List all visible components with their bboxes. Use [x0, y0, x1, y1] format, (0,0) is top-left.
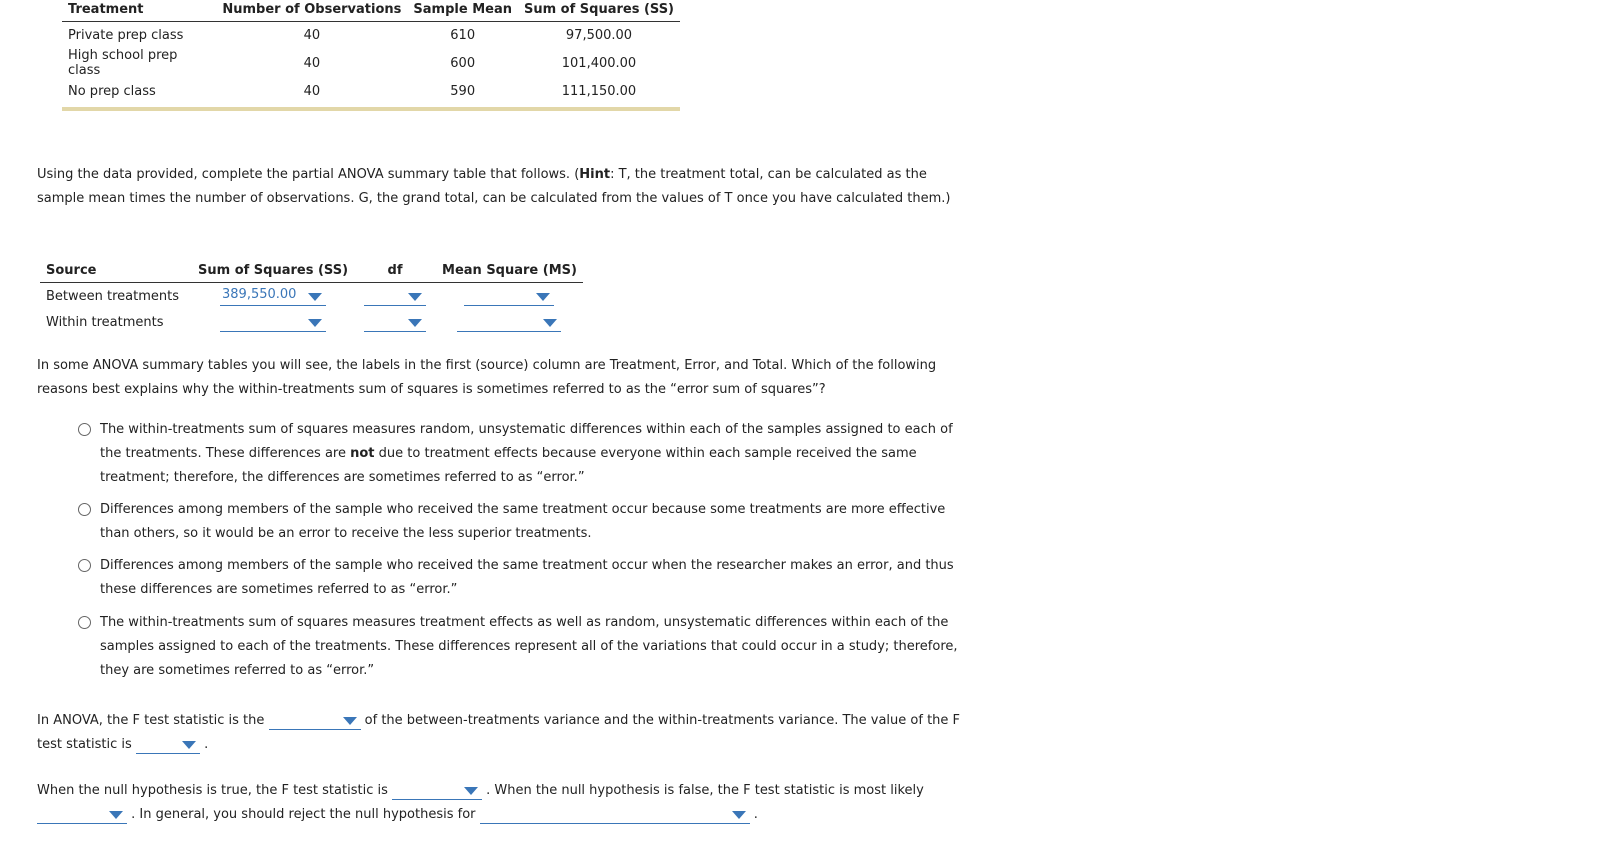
- table-row: [62, 48, 680, 78]
- f-statistic-sentence: In ANOVA, the F test statistic is the of the between-treatments variance and the within-treatments variance. The value of the F test statistic is .: [37, 713, 961, 752]
- observations-cell: 40: [303, 27, 321, 43]
- within-df-dropdown[interactable]: [364, 313, 426, 332]
- within-ss-dropdown[interactable]: [220, 313, 326, 332]
- between-ss-value: 389,550.00: [222, 286, 297, 302]
- source-cell: Within treatments: [46, 314, 164, 330]
- option-1[interactable]: [78, 418, 958, 490]
- option-text: The within-treatments sum of squares measures random, unsystematic differences within each of the samples assigned to each of the treatments. These differences are not due to treatment effects because everyone within each sample received the same treatment; therefore, the differences are sometimes referred to as “error.”: [100, 422, 953, 485]
- option-3[interactable]: [78, 554, 958, 602]
- observations-cell: 40: [303, 83, 321, 99]
- between-ms-dropdown[interactable]: [464, 287, 554, 306]
- radio-button[interactable]: [78, 423, 91, 436]
- col-header-treatment: Treatment: [62, 0, 216, 22]
- ss-cell: 111,150.00: [561, 83, 637, 99]
- option-text: Differences among members of the sample who received the same treatment occur when the researcher makes an error, and thus these differences are sometimes referred to as “error.”: [100, 558, 954, 597]
- col-header-observations: Number of Observations: [216, 0, 407, 22]
- mean-cell: 590: [450, 83, 476, 99]
- hint-label: Hint: [579, 167, 611, 182]
- option-text: Differences among members of the sample who received the same treatment occur because some treatments are more effective than others, so it would be an error to receive the less superior treatments.: [100, 502, 946, 541]
- ss-cell: 97,500.00: [565, 27, 633, 43]
- mean-cell: 610: [450, 27, 476, 43]
- chevron-down-icon: [408, 319, 422, 327]
- radio-button[interactable]: [78, 616, 91, 629]
- table-row: [40, 309, 583, 335]
- chevron-down-icon: [732, 811, 746, 819]
- table-row: [62, 22, 680, 49]
- col-header-ms: Mean Square (MS): [436, 260, 583, 283]
- source-cell: Between treatments: [46, 288, 180, 304]
- option-2[interactable]: [78, 498, 958, 546]
- radio-button[interactable]: [78, 559, 91, 572]
- instruction-pre: Using the data provided, complete the partial ANOVA summary table that follows. (: [37, 167, 580, 182]
- radio-button[interactable]: [78, 503, 91, 516]
- treatment-cell: High school prep class: [68, 48, 178, 78]
- col-header-ss: Sum of Squares (SS): [192, 260, 354, 283]
- col-header-df: df: [354, 260, 436, 283]
- chevron-down-icon: [109, 811, 123, 819]
- ss-cell: 101,400.00: [561, 55, 637, 71]
- f-false-null-dropdown[interactable]: [37, 805, 127, 824]
- chevron-down-icon: [408, 293, 422, 301]
- chevron-down-icon: [536, 293, 550, 301]
- reject-null-dropdown[interactable]: [480, 805, 750, 824]
- table-header-row: [62, 0, 680, 22]
- table-bottom-rule: [62, 107, 680, 111]
- chevron-down-icon: [182, 741, 196, 749]
- option-4[interactable]: [78, 611, 958, 683]
- treatment-cell: Private prep class: [68, 27, 184, 43]
- table-row: [62, 78, 680, 104]
- chevron-down-icon: [464, 787, 478, 795]
- anova-summary-table: [40, 260, 583, 335]
- between-ss-dropdown[interactable]: [220, 287, 326, 306]
- treatment-cell: No prep class: [68, 83, 156, 99]
- within-ms-dropdown[interactable]: [457, 313, 561, 332]
- question-error-ss: In some ANOVA summary tables you will see, the labels in the first (source) column are Treatment, Error, and Total. Which of the following reasons best explains why the within-treatments sum of squares is sometimes referred to as the “error sum of squares”?: [37, 358, 937, 397]
- table-header-row: [40, 260, 583, 283]
- table-row: [40, 283, 583, 310]
- f-true-null-dropdown[interactable]: [392, 781, 482, 800]
- chevron-down-icon: [308, 293, 322, 301]
- col-header-source: Source: [40, 260, 192, 283]
- instruction-post: : T, the treatment total, can be calculated as the sample mean times the number of observations. G, the grand total, can be calculated from the values of T once you have calculated them.): [37, 167, 951, 206]
- observations-table: [62, 0, 680, 104]
- chevron-down-icon: [543, 319, 557, 327]
- null-hypothesis-sentence: When the null hypothesis is true, the F test statistic is . When the null hypothesis is false, the F test statistic is most likely . In general, you should reject the null hypothesis for .: [37, 783, 924, 822]
- between-df-dropdown[interactable]: [364, 287, 426, 306]
- chevron-down-icon: [308, 319, 322, 327]
- chevron-down-icon: [343, 717, 357, 725]
- f-value-dropdown[interactable]: [136, 735, 200, 754]
- col-header-sample-mean: Sample Mean: [407, 0, 518, 22]
- option-text: The within-treatments sum of squares measures treatment effects as well as random, unsystematic differences within each of the samples assigned to each of the treatments. These differences represent all of the variations that could occur in a study; therefore, they are sometimes referred to as “error.”: [100, 615, 958, 678]
- f-definition-dropdown[interactable]: [269, 711, 361, 730]
- instruction-text: [37, 163, 967, 211]
- mean-cell: 600: [450, 55, 476, 71]
- col-header-ss: Sum of Squares (SS): [518, 0, 680, 22]
- observations-cell: 40: [303, 55, 321, 71]
